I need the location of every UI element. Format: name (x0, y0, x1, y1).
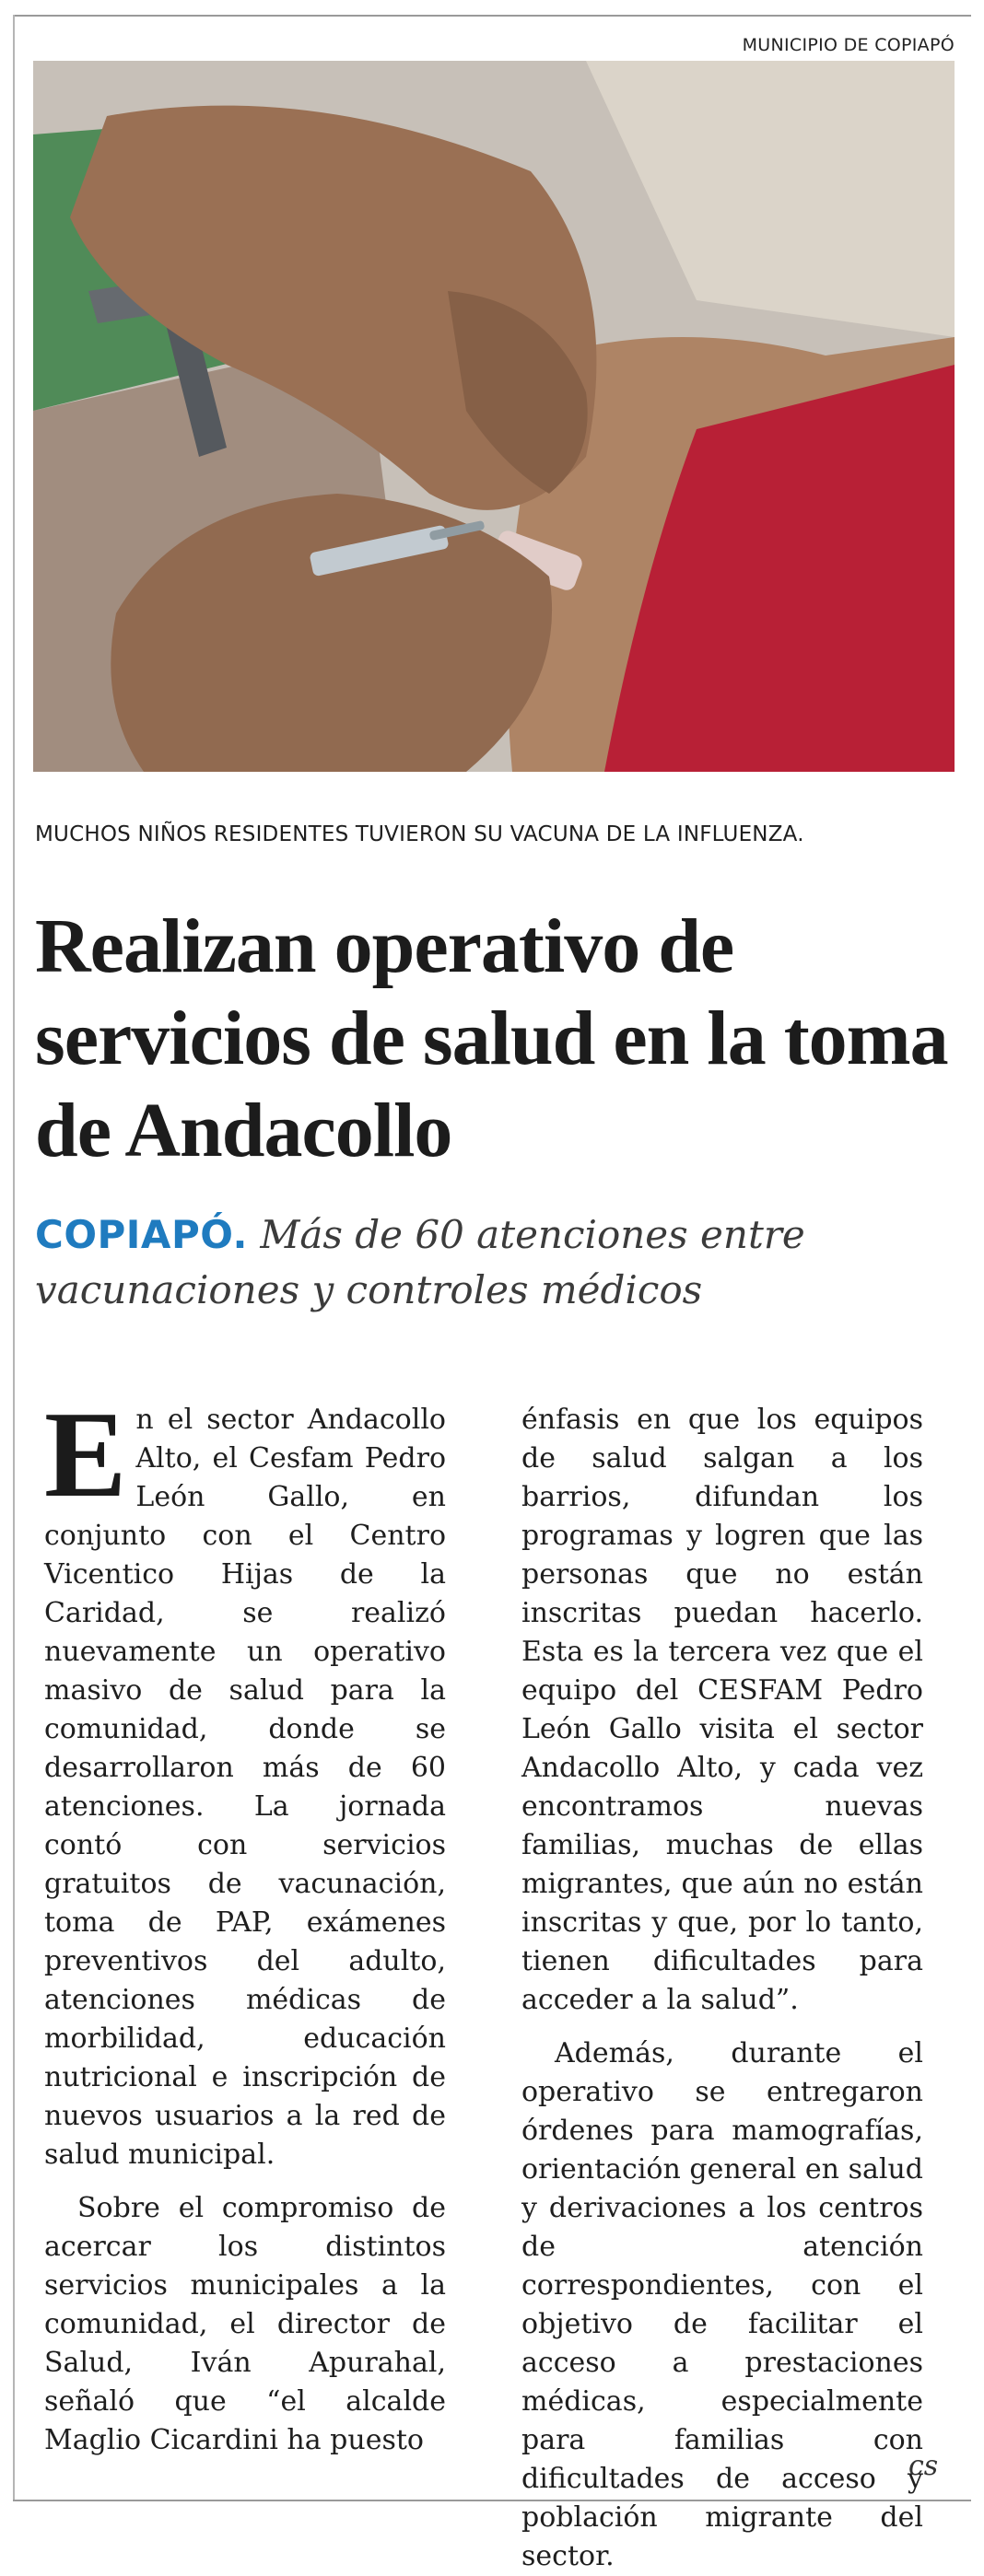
vaccination-photo-illustration (33, 61, 955, 772)
article-paragraph-3: Además, durante el operativo se entregaron órdenes para mamografías, orientación general en salud y derivaciones a los centros de atención correspondientes, con el objetivo de facilitar el acceso a prestaciones médicas, especialmente para familias con dificultades de acceso y población migrante del sector. (521, 2037, 923, 2572)
left-rule (13, 15, 15, 2501)
subhead-text: Más de 60 atenciones entre vacunaciones y controles médicos (35, 1212, 805, 1312)
photo-caption: MUCHOS NIÑOS RESIDENTES TUVIERON SU VACUNA DE LA INFLUENZA. (35, 822, 804, 846)
article-paragraph-2: Sobre el compromiso de acercar los distintos servicios municipales a la comunidad, el director de Salud, Iván Apurahal, señaló que “el alcalde Maglio Cicardini ha puesto (44, 2192, 446, 2456)
photo-credit: MUNICIPIO DE COPIAPÓ (742, 35, 955, 55)
article-column-left (44, 1386, 446, 2460)
article-paragraph-1 (44, 1386, 446, 2174)
article-headline: Realizan operativo de servicios de salud en la toma de Andacollo (35, 903, 948, 1173)
bottom-rule (13, 2500, 971, 2501)
article-subhead (35, 1207, 966, 1318)
paragraph-1-text: n el sector Andacollo Alto, el Cesfam Pedro León Gallo, en conjunto con el Centro Vicentico Hijas de la Caridad, se realizó nuevamente un operativo masivo de salud para la comunidad, donde se desarrollaron más de 60 atenciones. La jornada contó con servicios gratuitos de vacunación, toma de PAP, exámenes preventivos del adulto, atenciones médicas de morbilidad, educación nutricional e inscripción de nuevos usuarios a la red de salud municipal. (44, 1404, 446, 2171)
article-column-right (521, 1401, 923, 2576)
location-kicker: COPIAPÓ. (35, 1212, 248, 1257)
article-photo (33, 61, 955, 772)
article-paragraph-2-continued: énfasis en que los equipos de salud salgan a los barrios, difundan los programas y logren que las personas que no están inscritas puedan hacerlo. Esta es la tercera vez que el equipo del CESFAM Pedro León Gallo visita el sector Andacollo Alto, y cada vez encontramos nuevas familias, muchas de ellas migrantes, que aún no están inscritas y que, por lo tanto, tienen dificultades para acceder a la salud”. (521, 1404, 923, 2016)
top-rule (13, 15, 971, 17)
end-of-article-mark: cs (908, 2450, 939, 2482)
drop-cap: E (44, 1386, 127, 1522)
